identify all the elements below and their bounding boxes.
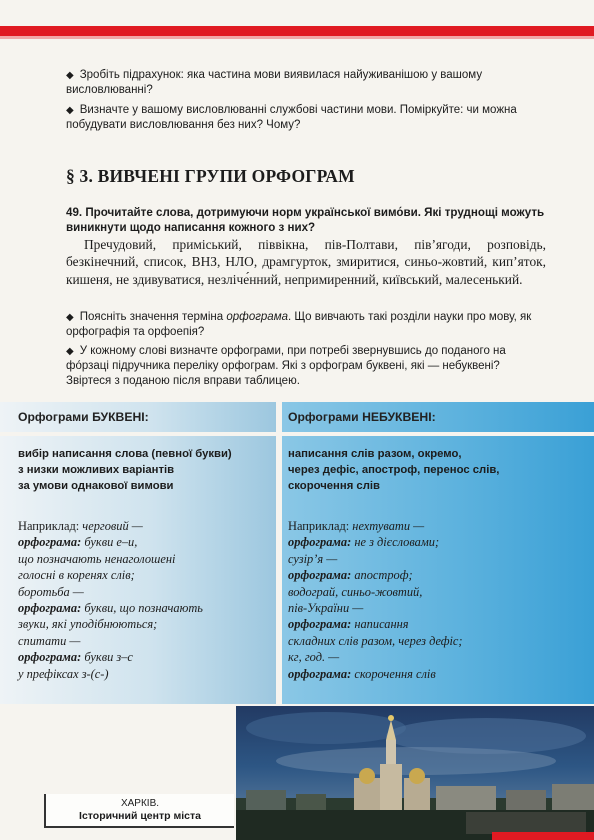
- left-description: [18, 446, 273, 494]
- example-prefix: Наприклад:: [18, 519, 83, 533]
- task-bullet-1-post: . Що вивчають такі розділи науки про мову, як орфографія та орфоепія?: [66, 311, 532, 338]
- kharkiv-city-photo: [236, 706, 594, 840]
- example-line: [288, 616, 592, 632]
- left-header-divider: [0, 432, 276, 436]
- example-word: голосні в коренях слів;: [18, 568, 135, 583]
- example-word: нехтувати —: [352, 519, 425, 533]
- orthogram-description: скорочення слів: [351, 666, 436, 681]
- orthogram-label: орфограма:: [288, 617, 352, 632]
- orthogram-label: орфограма:: [18, 535, 82, 550]
- left-desc-line: вибір написання слова (певної букви): [18, 448, 232, 460]
- orthogram-label: орфограма:: [288, 535, 352, 550]
- example-word: черговий —: [82, 519, 143, 533]
- bullet-text-1: Зробіть підрахунок: яка частина мови виявилася найуживанішою у вашому висловлюванні?: [66, 69, 483, 96]
- example-line: [288, 584, 592, 600]
- diamond-bullet-icon: ◆: [66, 70, 74, 81]
- caption-description: Історичний центр міста: [79, 810, 201, 822]
- example-line: [18, 534, 273, 550]
- task-bullet-1-pre: Поясніть значення терміна: [79, 311, 227, 323]
- example-word: сузір’я —: [288, 551, 338, 566]
- right-description: [288, 446, 588, 494]
- task-bullet-2: [66, 344, 546, 389]
- example-line: [18, 518, 273, 534]
- example-line: [18, 551, 273, 567]
- caption-city: ХАРКІВ.: [120, 798, 160, 809]
- orthogram-table: [0, 402, 594, 704]
- example-line: [18, 633, 273, 649]
- photo-caption: [44, 794, 234, 828]
- section-title: § 3. ВИВЧЕНІ ГРУПИ ОРФОГРАМ: [66, 166, 355, 186]
- orthogram-description: букви е–и,: [81, 535, 138, 550]
- right-desc-line: скорочення слів: [288, 480, 380, 492]
- task-bullet-1: [66, 310, 546, 340]
- city-skyline-image: [236, 706, 594, 840]
- task-bullet-1-term: орфограма: [226, 311, 288, 323]
- example-line: [288, 567, 592, 583]
- orthogram-label: орфограма:: [18, 650, 82, 665]
- bottom-red-tab: [492, 832, 594, 840]
- example-word: що позначають ненаголошені: [18, 551, 176, 566]
- right-column-header: Орфограми НЕБУКВЕНІ:: [288, 410, 436, 424]
- example-word: кг, год. —: [288, 650, 340, 665]
- bullet-item-2: [66, 103, 546, 133]
- orthogram-label: орфограма:: [288, 568, 352, 583]
- example-word: водограй, синьо-жовтий,: [288, 584, 423, 599]
- bullet-item-1: [66, 68, 546, 98]
- task-bullet-2-text: У кожному слові визначте орфограми, при потребі звернувшись до поданого на фо́рзаці підручника переліку орфограм. Які з орфограм буквені, які — небуквені? Звіртеся з поданою після вправи таблицею.: [66, 345, 506, 387]
- example-word: боротьба —: [18, 584, 84, 599]
- example-prefix: Наприклад:: [288, 519, 353, 533]
- right-desc-line: написання слів разом, окремо,: [288, 448, 462, 460]
- left-examples: [18, 518, 273, 682]
- left-desc-line: з низки можливих варіантів: [18, 464, 175, 476]
- example-line: [18, 649, 273, 665]
- orthogram-description: букви, що позначають: [81, 601, 203, 616]
- example-line: [288, 534, 592, 550]
- orthogram-description: букви з–с: [81, 650, 133, 665]
- task-49-title: 49. Прочитайте слова, дотримуючи норм української вимо́ви. Які труднощі можуть виникнути щодо написання кожного з них?: [66, 206, 545, 234]
- diamond-bullet-icon: ◆: [66, 105, 74, 116]
- left-desc-line: за умови однакової вимови: [18, 480, 174, 492]
- word-list: Пречудовий, приміський, піввікна, пів-Полтави, пів’ягоди, розповідь, безкінечний, список, ВНЗ, НЛО, драмгурток, змиритися, синьо-жовтий, кип’яток, кишеня, не здивуватися, незліче́нний, непримиренний, київський, малесенький.: [66, 237, 546, 287]
- example-line: [18, 584, 273, 600]
- orthogram-label: орфограма:: [18, 601, 82, 616]
- bullet-text-2: Визначте у вашому висловлюванні службові частини мови. Поміркуйте: чи можна побудувати висловлювання без них? Чому?: [66, 104, 517, 131]
- orthogram-label: орфограма:: [288, 666, 352, 681]
- example-line: [18, 567, 273, 583]
- orthogram-description: не з дієсловами;: [351, 535, 440, 550]
- right-desc-line: через дефіс, апостроф, перенос слів,: [288, 464, 500, 476]
- example-line: [288, 551, 592, 567]
- example-line: [18, 666, 273, 682]
- example-line: [288, 633, 592, 649]
- example-word: складних слів разом, через дефіс;: [288, 633, 463, 648]
- diamond-bullet-icon: ◆: [66, 346, 74, 357]
- example-line: [288, 649, 592, 665]
- example-line: [288, 600, 592, 616]
- example-word: спитати —: [18, 633, 81, 648]
- right-examples: [288, 518, 592, 682]
- example-line: [288, 518, 592, 534]
- example-word: пів-України —: [288, 601, 364, 616]
- top-stripe-shadow: [0, 36, 594, 39]
- orthogram-description: апостроф;: [351, 568, 413, 583]
- orthogram-description: написання: [351, 617, 409, 632]
- example-line: [288, 666, 592, 682]
- top-red-stripe: [0, 26, 594, 36]
- example-line: [18, 616, 273, 632]
- example-line: [18, 600, 273, 616]
- column-separator: [276, 402, 282, 704]
- example-word: звуки, які уподібнюються;: [18, 617, 158, 632]
- left-column-header: Орфограми БУКВЕНІ:: [18, 410, 149, 424]
- diamond-bullet-icon: ◆: [66, 312, 74, 323]
- right-header-divider: [276, 432, 594, 436]
- example-word: у префіксах з-(с-): [18, 666, 109, 681]
